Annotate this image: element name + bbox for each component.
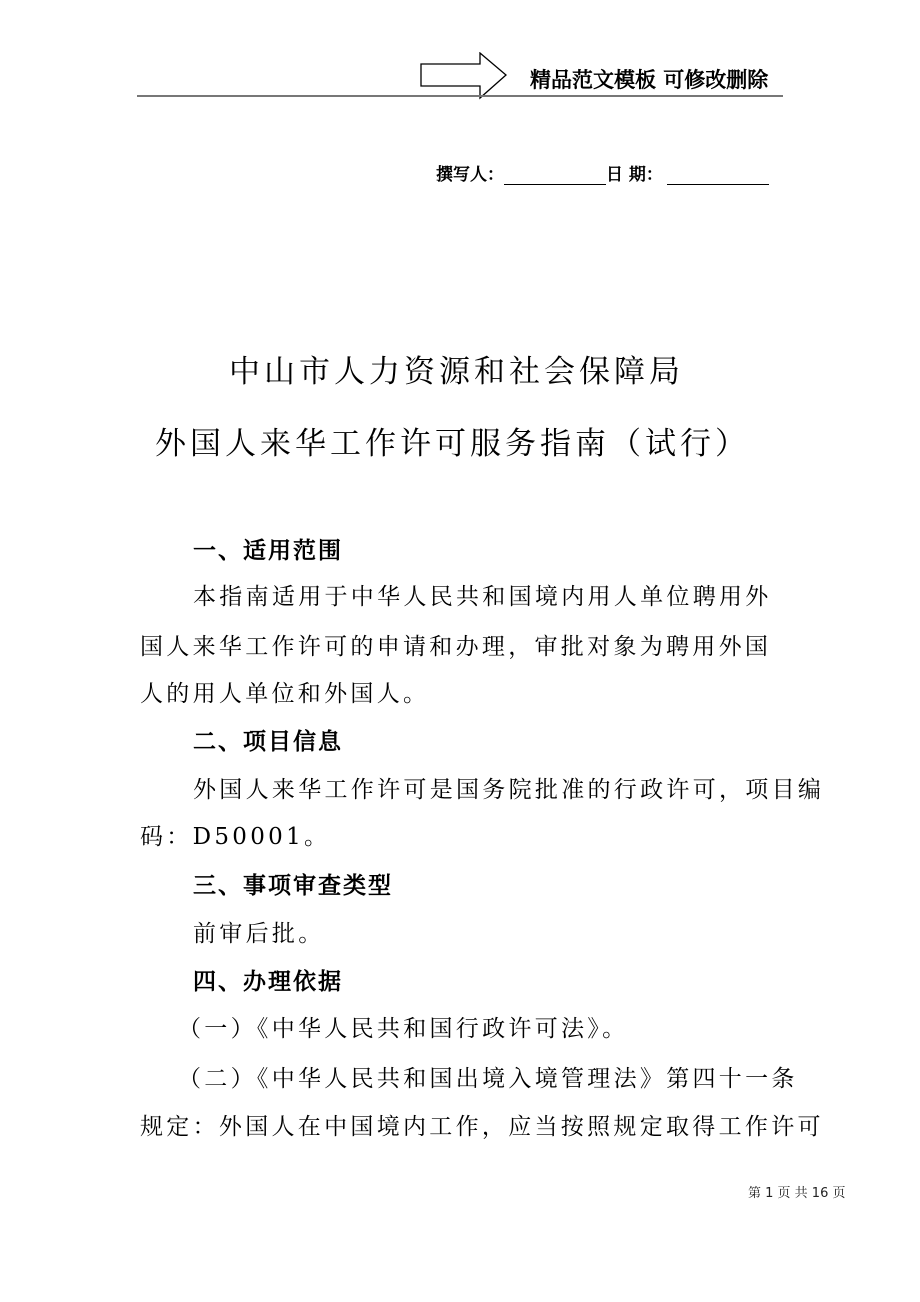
paragraph-line: 码：D50001。 xyxy=(140,824,331,850)
title-line-2: 外国人来华工作许可服务指南（试行） xyxy=(155,426,750,462)
paragraph-line: 规定：外国人在中国境内工作，应当按照规定取得工作许可 xyxy=(140,1114,824,1140)
date-label: 日 期： xyxy=(606,165,663,185)
header-divider xyxy=(137,95,783,97)
header-banner: 精品范文模板 可修改删除 xyxy=(530,68,769,92)
paragraph-line: 国人来华工作许可的申请和办理，审批对象为聘用外国 xyxy=(140,634,772,660)
author-field xyxy=(436,160,769,185)
paragraph-line: 人的用人单位和外国人。 xyxy=(140,681,430,707)
section-heading: 三、事项审查类型 xyxy=(193,873,393,899)
section-heading: 一、适用范围 xyxy=(193,538,343,564)
paragraph-line: 本指南适用于中华人民共和国境内用人单位聘用外 xyxy=(193,584,772,610)
paragraph-line: 前审后批。 xyxy=(193,921,325,947)
page-number: 第 1 页 共 16 页 xyxy=(748,1186,846,1201)
paragraph-line: 外国人来华工作许可是国务院批准的行政许可，项目编 xyxy=(193,777,825,803)
right-arrow-icon xyxy=(420,52,510,100)
paragraph-line: （一）《中华人民共和国行政许可法》。 xyxy=(178,1016,629,1042)
section-heading: 二、项目信息 xyxy=(193,729,343,755)
paragraph-line: （二）《中华人民共和国出境入境管理法》第四十一条 xyxy=(178,1066,798,1092)
date-blank xyxy=(667,168,769,185)
title-line-1: 中山市人力资源和社会保障局 xyxy=(229,354,684,390)
section-heading: 四、办理依据 xyxy=(193,969,343,995)
author-blank xyxy=(504,168,606,185)
author-label: 撰写人： xyxy=(436,165,504,185)
